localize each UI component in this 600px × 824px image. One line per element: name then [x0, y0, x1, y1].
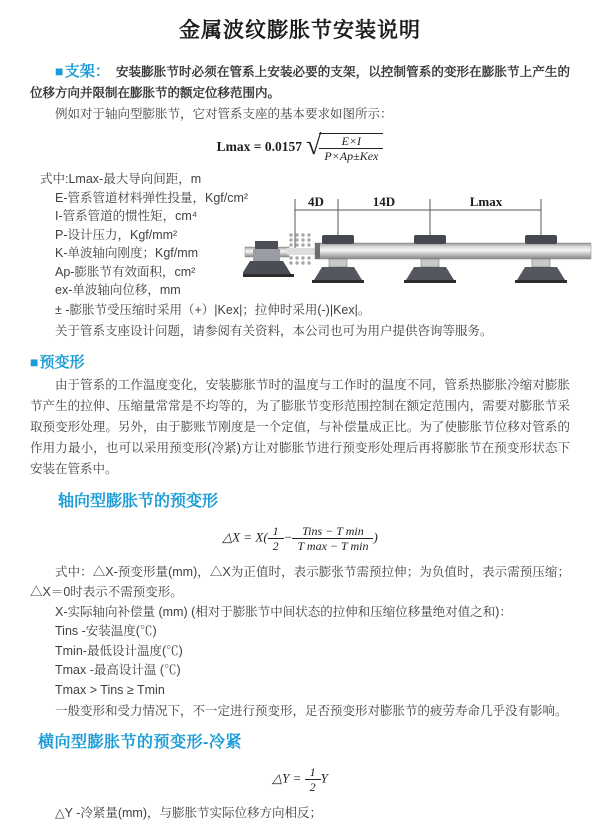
pipe-support-diagram: [243, 193, 595, 292]
definition-line: I-管系管道的惯性矩，cm⁴: [55, 209, 198, 223]
lateral-subheading: 横向型膨胀节的预变形-冷紧: [38, 734, 242, 751]
lmax-formula: [30, 132, 570, 164]
dim-label-lmax: Lmax: [469, 194, 503, 209]
pipe: [315, 243, 591, 259]
axial-formula-temp-fraction: [292, 524, 373, 553]
definition-line: K-单波轴向刚度；Kgf/mm: [55, 246, 199, 260]
support-section-heading: 支架：: [64, 63, 110, 80]
axial-subheading: 轴向型膨胀节的预变形: [58, 492, 219, 510]
support-example-line: 例如对于轴向型膨胀节，它对管系支座的基本要求如图所示：: [55, 107, 393, 121]
axial-formula: [30, 524, 570, 553]
lateral-formula-lhs: △Y =: [272, 770, 305, 786]
temp-definition: Tmax > Tins ≥ Tmin: [55, 682, 165, 697]
definition-line: ex-单波轴向位移，mm: [55, 283, 181, 297]
x-definition: X-实际轴向补偿量 (mm) (相对于膨胀节中间状态的拉伸和压缩位移量绝对值之和)：: [55, 604, 512, 619]
bellows-icon: [287, 233, 317, 264]
half-denominator: 2: [272, 538, 279, 553]
section-square-icon: ■: [55, 63, 64, 79]
temp-denominator: T max − T min: [297, 538, 369, 553]
lmax-formula-fraction: [319, 133, 383, 163]
temp-definition: Tins -安装温度(℃): [55, 624, 157, 638]
dim-label-4d: 4D: [308, 194, 324, 209]
temp-definition: Tmax -最高设计温 (℃): [55, 663, 181, 677]
half-numerator: 1: [268, 524, 284, 539]
lmax-formula-denominator: P×Ap±Kex: [324, 149, 379, 163]
half-numerator: 1: [305, 765, 321, 780]
plus-minus-note: ± -膨胀节受压缩时采用（+）|Kex|；拉伸时采用(-)|Kex|。: [55, 302, 371, 317]
support-section-lead: [30, 61, 570, 104]
definition-line: P-设计压力，Kgf/mm²: [55, 227, 178, 242]
predeform-section-heading: 预变形: [39, 353, 85, 371]
definition-line: E-管系管道材料弹性投量，Kgf/cm²: [55, 190, 249, 205]
predeform-section-heading-row: [30, 351, 570, 372]
axial-explain: 式中：△X-预变形量(mm)，△X为正值时，表示膨张节需预拉伸；为负值时，表示需预压缩；△X＝0时表示不需预变形。: [30, 564, 570, 599]
dim-label-14d: 14D: [372, 194, 396, 209]
axial-formula-rhs: ): [373, 528, 378, 544]
page-title: 金属波纹膨胀节安装说明: [179, 19, 421, 42]
axial-note: 一般变形和受力情况下，不一定进行预变形，足否预变形对膨胀节的疲劳寿命几乎没有影响。: [55, 704, 568, 718]
sqrt-radical-icon: √: [305, 130, 322, 161]
lmax-formula-numerator: E×I: [319, 134, 383, 149]
lateral-formula-half: [305, 765, 321, 794]
axial-formula-minus: −: [283, 528, 293, 544]
section-square-icon: ■: [30, 353, 39, 370]
temp-numerator: Tins − T min: [292, 524, 373, 539]
lmax-formula-lhs: Lmax = 0.0157: [216, 138, 302, 154]
axial-formula-half: [268, 524, 284, 553]
axial-formula-lhs: △X = X(: [222, 528, 268, 544]
lateral-formula-rhs: Y: [320, 770, 328, 786]
lateral-formula: [30, 765, 570, 794]
support-lead-text: 安装膨胀节时必须在管系上安装必要的支架，以控制管系的变形在膨胀节上产生的位移方向并限制在膨胀节的额定位移范围内。: [30, 65, 570, 100]
temp-definition: Tmin-最低设计温度(℃): [55, 643, 183, 658]
definition-line: 式中:Lmax-最大导向间距，m: [40, 172, 202, 186]
consulting-note: 关于管系支座设计问题，请参阅有关资料，本公司也可为用户提供咨询等服务。: [55, 323, 493, 338]
predeform-paragraph: 由于管系的工作温度变化，安装膨胀节时的温度与工作时的温度不同，管系热膨胀冷缩对膨胀节产生的拉伸、压缩量常常是不均等的，为了膨胀节变形范围控制在额定范围内，需要对膨胀节采取预变形处理。另外，由于膨账节刚度是一个定值，与补偿量成正比。为了使膨胀节位移对管系的作用力最小，也可以采用预变形(冷紧)方让对膨胀节进行预变形处理后再将膨胀节在预变形状态下安装在管系中。: [30, 377, 570, 476]
anchor-support: [243, 241, 294, 277]
definition-line: Ap-膨胀节有效面积，cm²: [55, 264, 196, 279]
half-denominator: 2: [309, 780, 316, 794]
lateral-note: △Y -冷紧量(mm)，与膨胀节实际位移方向相反；: [55, 806, 323, 820]
